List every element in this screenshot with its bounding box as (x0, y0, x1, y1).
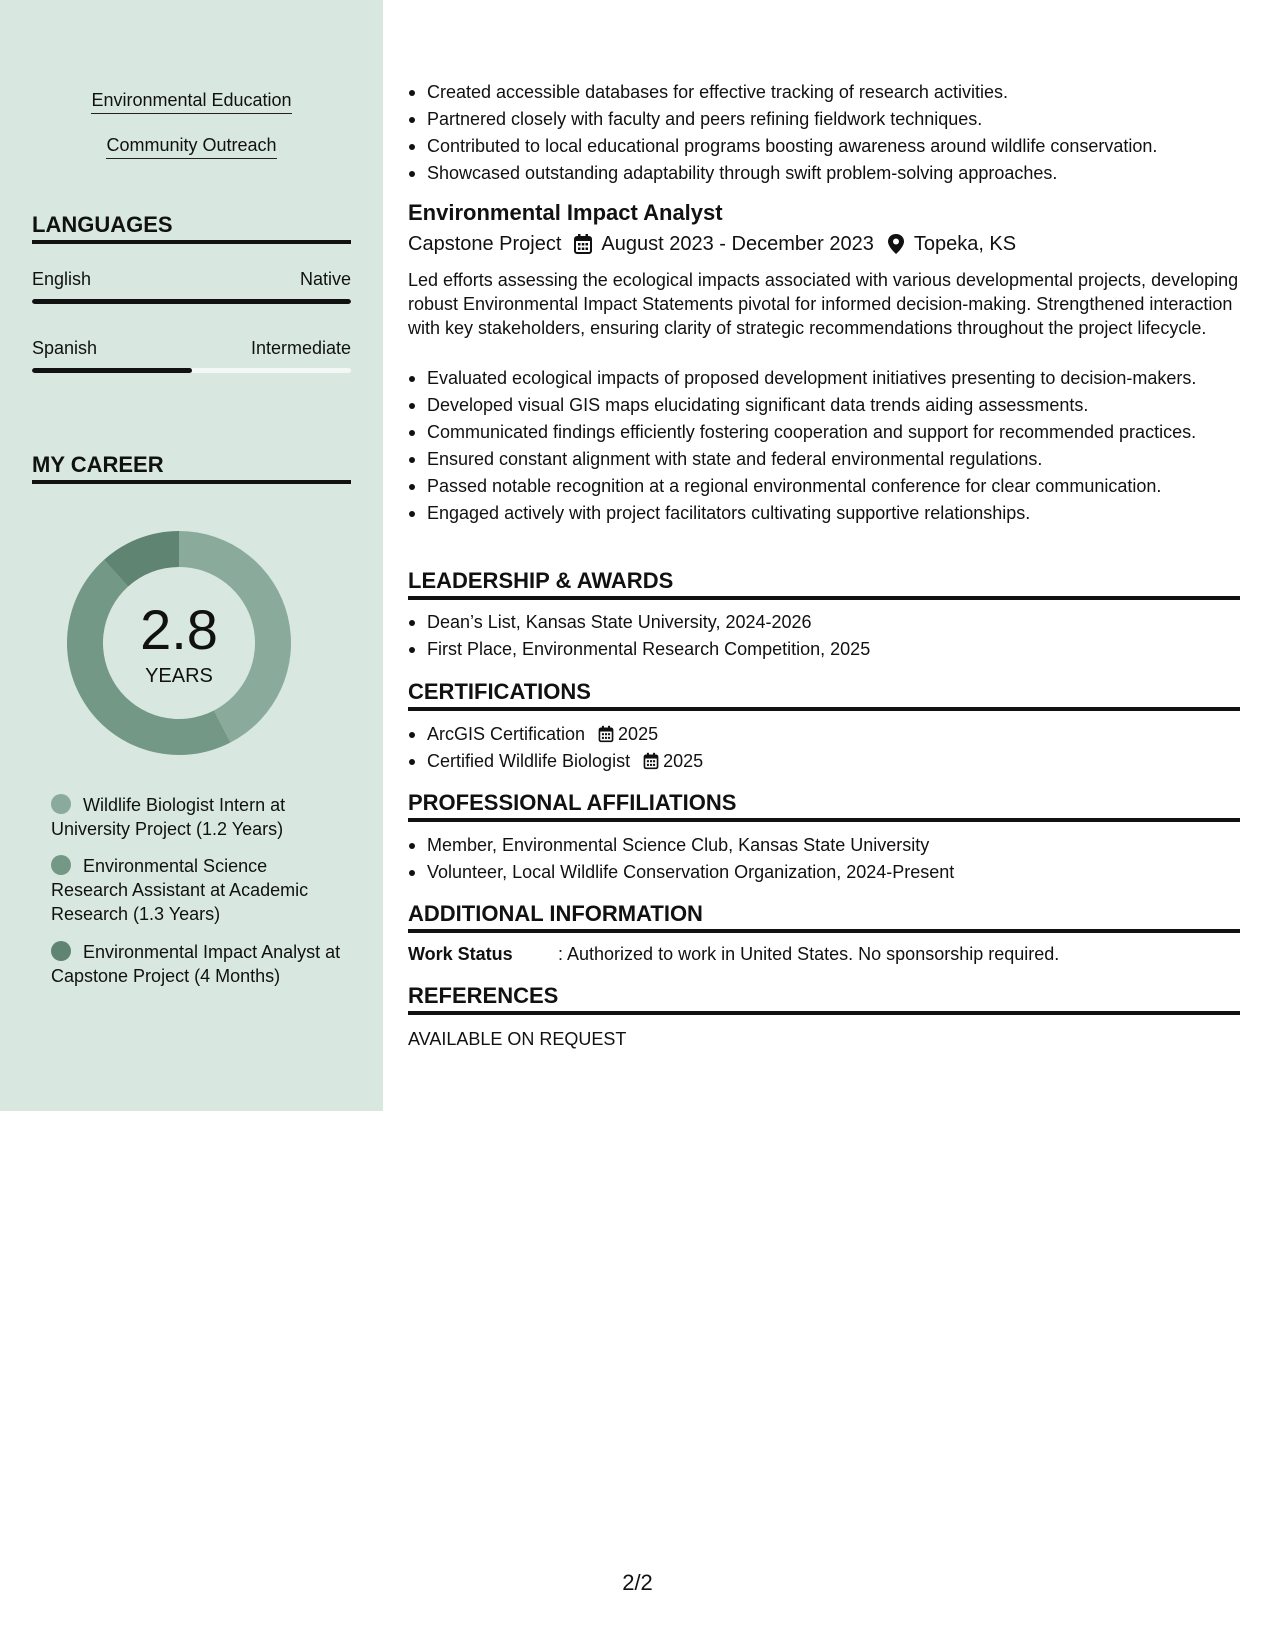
affiliations-heading: PROFESSIONAL AFFILIATIONS (408, 790, 1240, 822)
language-row (32, 268, 351, 290)
additional-info-heading: ADDITIONAL INFORMATION (408, 901, 1240, 933)
career-legend-item (51, 854, 341, 926)
job-description: Led efforts assessing the ecological impacts associated with various developmental projects, developing robust Environmental Impact Statements pivotal for informed decision-making. Strengthened interaction with key stakeholders, ensuring clarity of strategic recommendations throughout the project lifecycle. (408, 270, 1239, 338)
certification-year: 2025 (663, 751, 704, 771)
leadership-heading: LEADERSHIP & AWARDS (408, 568, 1240, 600)
career-total-value: 2.8 (140, 598, 218, 661)
list-item: Dean’s List, Kansas State University, 2024-2026 (408, 610, 1240, 634)
career-heading: MY CAREER (32, 452, 351, 484)
list-item: Engaged actively with project facilitators cultivating supportive relationships. (408, 501, 1240, 525)
languages-heading: LANGUAGES (32, 212, 351, 244)
list-item: Member, Environmental Science Club, Kansas State University (408, 833, 1240, 857)
list-item: Ensured constant alignment with state and federal environmental regulations. (408, 447, 1240, 471)
certification-name: Certified Wildlife Biologist (427, 751, 631, 771)
skill-item: Environmental Education (0, 89, 383, 114)
legend-dot-icon (51, 855, 71, 875)
career-legend-label: Environmental Impact Analyst at Capstone Project (4 Months) (51, 942, 341, 986)
job-title: Environmental Impact Analyst (408, 200, 723, 225)
list-item (408, 722, 1240, 746)
affiliations-list (408, 833, 1240, 887)
list-item: Developed visual GIS maps elucidating significant data trends aiding assessments. (408, 393, 1240, 417)
list-item: Partnered closely with faculty and peers refining fieldwork techniques. (408, 107, 1240, 131)
language-name: English (32, 269, 92, 289)
work-status-row (408, 942, 1059, 966)
work-status-value: : Authorized to work in United States. No sponsorship required. (558, 944, 1060, 964)
page-number: 2/2 (622, 1570, 653, 1595)
language-proficiency-fill (32, 368, 192, 373)
list-item: Evaluated ecological impacts of proposed development initiatives presenting to decision-makers. (408, 366, 1240, 390)
list-item: Created accessible databases for effective tracking of research activities. (408, 80, 1240, 104)
list-item (408, 749, 1240, 773)
certification-name: ArcGIS Certification (427, 724, 586, 744)
career-legend-item (51, 940, 341, 988)
language-name: Spanish (32, 338, 98, 358)
language-row (32, 337, 351, 359)
list-item: Passed notable recognition at a regional environmental conference for clear communication. (408, 474, 1240, 498)
career-legend-label: Wildlife Biologist Intern at University Project (1.2 Years) (51, 795, 286, 839)
calendar-icon (573, 233, 593, 255)
list-item: First Place, Environmental Research Competition, 2025 (408, 637, 1240, 661)
language-level: Intermediate (250, 338, 351, 358)
references-text: AVAILABLE ON REQUEST (408, 1029, 627, 1049)
certifications-heading: CERTIFICATIONS (408, 679, 1240, 711)
references-heading: REFERENCES (408, 983, 1240, 1015)
language-proficiency-bar (32, 368, 351, 373)
previous-job-bullets (408, 80, 1240, 188)
calendar-icon (642, 752, 660, 770)
job-meta (408, 231, 1016, 257)
list-item: Contributed to local educational programs boosting awareness around wildlife conservation. (408, 134, 1240, 158)
job-bullets (408, 366, 1240, 528)
leadership-list (408, 610, 1240, 664)
certifications-list (408, 722, 1240, 776)
list-item: Volunteer, Local Wildlife Conservation Organization, 2024-Present (408, 860, 1240, 884)
skill-item: Community Outreach (0, 134, 383, 159)
list-item: Communicated findings efficiently fostering cooperation and support for recommended practices. (408, 420, 1240, 444)
language-level: Native (299, 269, 351, 289)
calendar-icon (597, 725, 615, 743)
career-legend-label: Environmental Science Research Assistant at Academic Research (1.3 Years) (51, 856, 309, 924)
job-dates: August 2023 - December 2023 (601, 233, 874, 255)
career-total-unit: YEARS (145, 665, 213, 687)
list-item: Showcased outstanding adaptability through swift problem-solving approaches. (408, 161, 1240, 185)
legend-dot-icon (51, 794, 71, 814)
job-company: Capstone Project (408, 233, 562, 255)
job-location: Topeka, KS (913, 233, 1017, 255)
location-pin-icon (886, 233, 906, 255)
language-proficiency-fill (32, 299, 351, 304)
certification-year: 2025 (618, 724, 659, 744)
legend-dot-icon (51, 941, 71, 961)
career-legend-item (51, 793, 341, 841)
work-status-label: Work Status (408, 944, 513, 964)
language-proficiency-bar (32, 299, 351, 304)
